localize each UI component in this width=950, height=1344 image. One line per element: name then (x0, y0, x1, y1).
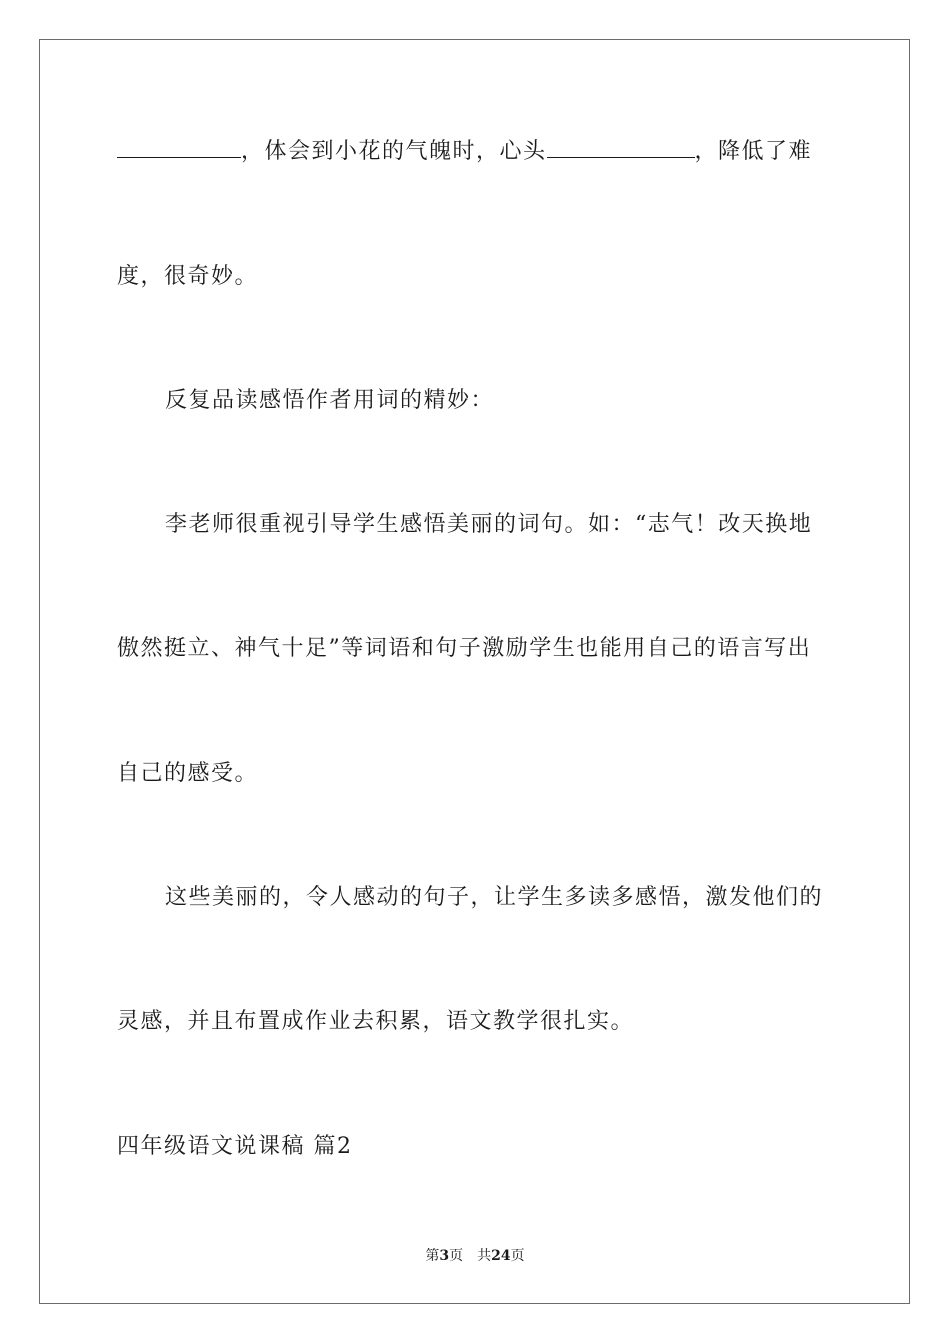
fill-blank-1 (117, 137, 241, 158)
section-heading: 四年级语文说课稿 篇2 (117, 1134, 353, 1159)
paragraph-line-8: 灵感，并且布置成作业去积累，语文教学很扎实。 (117, 1009, 635, 1034)
paragraph-line-2: 度，很奇妙。 (117, 264, 259, 289)
fill-blank-2 (547, 137, 695, 158)
footer-total-pages: 24 (491, 1248, 511, 1264)
paragraph-line-5: 傲然挺立、神气十足”等词语和句子激励学生也能用自己的语言写出 (117, 636, 812, 661)
paragraph-line-1 (117, 137, 837, 167)
paragraph-line-6: 自己的感受。 (117, 761, 259, 786)
footer-page-number: 3 (439, 1248, 450, 1264)
paragraph-line-7: 这些美丽的，令人感动的句子，让学生多读多感悟，激发他们的 (165, 885, 824, 910)
line-1-text-b: ，降低了难 (694, 139, 813, 164)
footer-page-suffix: 页 (449, 1248, 464, 1264)
footer-total-prefix: 共 (477, 1248, 492, 1264)
page-footer (0, 1247, 950, 1265)
paragraph-line-4: 李老师很重视引导学生感悟美丽的词句。如：“志气！改天换地 (165, 512, 813, 537)
footer-page-prefix: 第 (425, 1248, 440, 1264)
page-border (39, 39, 910, 1304)
paragraph-line-3: 反复品读感悟作者用词的精妙： (165, 388, 495, 413)
footer-total-suffix: 页 (510, 1248, 525, 1264)
line-1-text-a: ，体会到小花的气魄时，心头 (241, 139, 547, 164)
